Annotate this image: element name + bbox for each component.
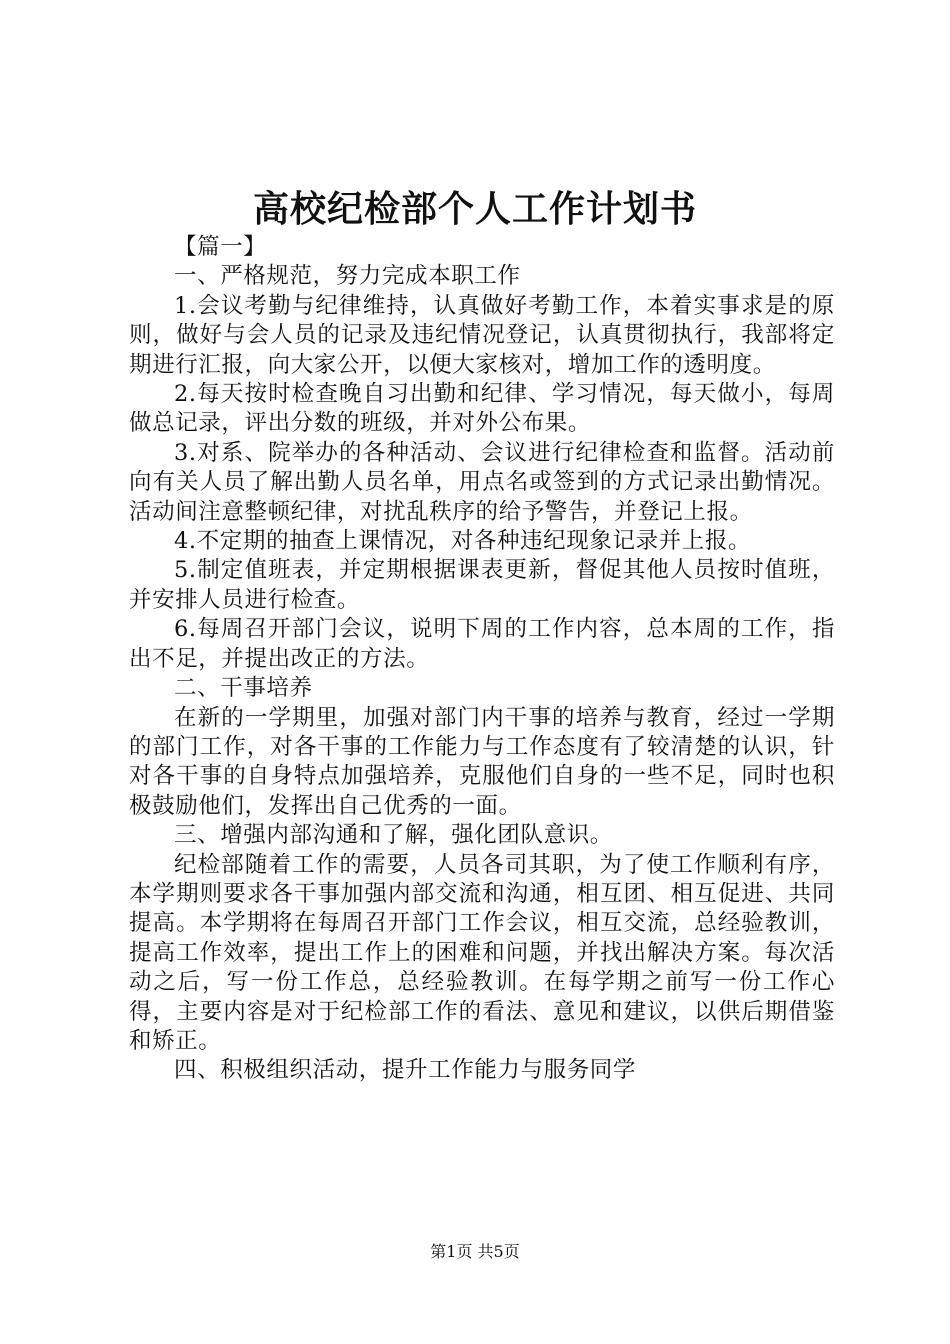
document-title: 高校纪检部个人工作计划书: [252, 188, 697, 230]
list-item: 4.不定期的抽查上课情况，对各种违纪现象记录并上报。: [174, 528, 752, 555]
body-paragraph: 在新的一学期里，加强对部门内干事的培养与教育，经过一学期的部门工作，对各干事的工作能力与工作态度有了较清楚的认识，针对各干事的自身特点加强培养，克服他们自身的一些不足，同时也积极鼓励他们，发挥出自己优秀的一面。: [129, 704, 835, 819]
list-item: 1.会议考勤与纪律维持，认真做好考勤工作，本着实事求是的原则，做好与会人员的记录及违纪情况登记，认真贯彻执行，我部将定期进行汇报，向大家公开，以便大家核对，增加工作的透明度。: [129, 292, 835, 378]
section-heading: 一、严格规范，努力完成本职工作: [174, 263, 521, 290]
list-item: 6.每周召开部门会议，说明下周的工作内容，总本周的工作，指出不足，并提出改正的方法。: [129, 616, 835, 672]
list-item: 5.制定值班表，并定期根据课表更新，督促其他人员按时值班，并安排人员进行检查。: [129, 557, 835, 613]
section-heading: 四、积极组织活动，提升工作能力与服务同学: [174, 1057, 637, 1084]
section-marker: 【篇一】: [174, 234, 267, 260]
section-heading: 三、增强内部沟通和了解，强化团队意识。: [174, 822, 613, 849]
body-paragraph: 纪检部随着工作的需要，人员各司其职，为了使工作顺利有序，本学期则要求各干事加强内部交流和沟通，相互团、相互促进、共同提高。本学期将在每周召开部门工作会议，相互交流，总经验教训，提高工作效率，提出工作上的困难和问题，并找出解决方案。每次活动之后，写一份工作总，总经验教训。在每学期之前写一份工作心得，主要内容是对于纪检部工作的看法、意见和建议，以供后期借鉴和矫正。: [129, 851, 835, 1054]
section-heading: 二、干事培养: [174, 675, 313, 702]
page-footer: 第1页 共5页: [430, 1242, 520, 1261]
document-body: [129, 233, 835, 1086]
list-item: 3.对系、院举办的各种活动、会议进行纪律检查和监督。活动前向有关人员了解出勤人员名单，用点名或签到的方式记录出勤情况。活动间注意整顿纪律，对扰乱秩序的给予警告，并登记上报。: [129, 439, 835, 525]
list-item: 2.每天按时检查晚自习出勤和纪律、学习情况，每天做小，每周做总记录，评出分数的班级，并对外公布果。: [129, 381, 835, 437]
